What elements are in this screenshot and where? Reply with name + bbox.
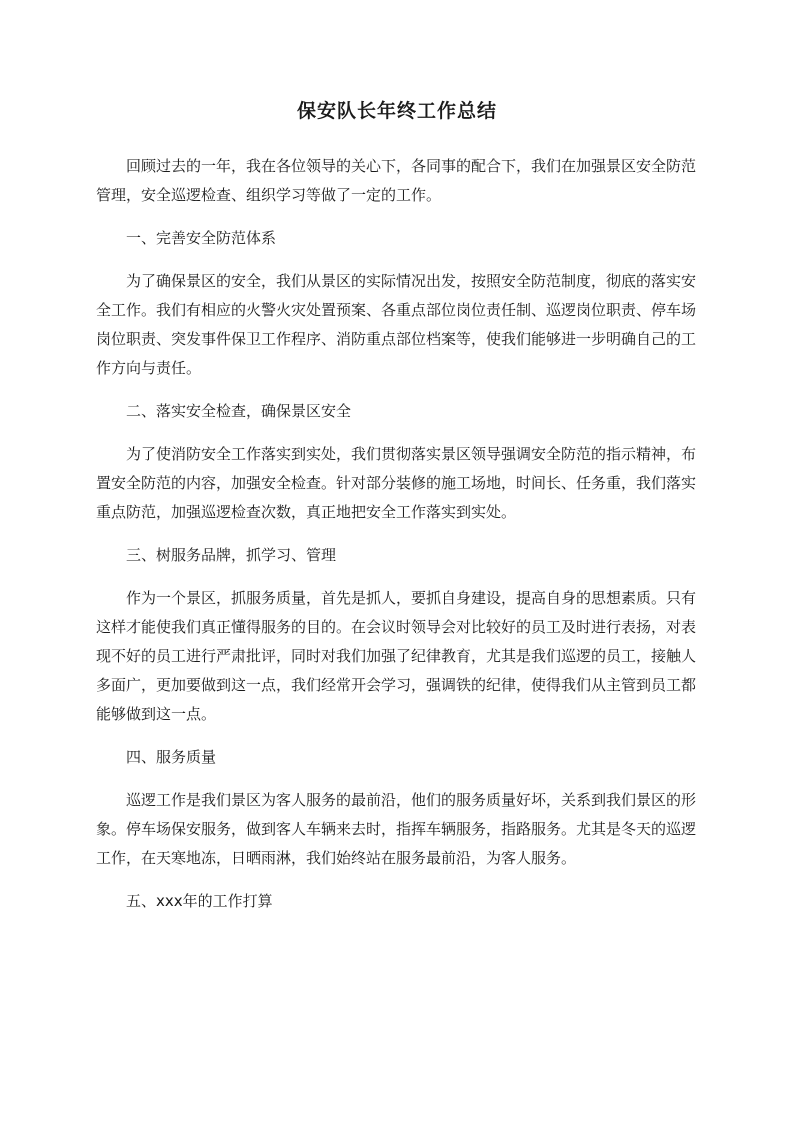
- section-heading-4: 四、服务质量: [126, 748, 217, 766]
- section-paragraph-3: 作为一个景区，抓服务质量，首先是抓人，要抓自身建设，提高自身的思想素质。只有这样才能使我们真正懂得服务的目的。在会议时领导会对比较好的员工及时进行表扬，对表现不好的员工进行严肃批评，同时对我们加强了纪律教育，尤其是我们巡逻的员工，接触人多面广，更加要做到这一点，我们经常开会学习，强调铁的纪律，使得我们从主管到员工都能够做到这一点。: [96, 589, 697, 723]
- document-title: 保安队长年终工作总结: [296, 100, 497, 122]
- section-paragraph-2: 为了使消防安全工作落实到实处，我们贯彻落实景区领导强调安全防范的指示精神，布置安全防范的内容，加强安全检查。针对部分装修的施工场地，时间长、任务重，我们落实重点防范，加强巡逻检查次数，真正地把安全工作落实到实处。: [96, 445, 697, 521]
- section-heading-1: 一、完善安全防范体系: [126, 229, 277, 247]
- document-body: [96, 152, 696, 930]
- section-paragraph-1: 为了确保景区的安全，我们从景区的实际情况出发，按照安全防范制度，彻底的落实安全工作。我们有相应的火警火灾处置预案、各重点部位岗位责任制、巡逻岗位职责、停车场岗位职责、突发事件保卫工作程序、消防重点部位档案等，使我们能够进一步明确自己的工作方向与责任。: [96, 272, 697, 377]
- section-heading-2: 二、落实安全检查，确保景区安全: [126, 402, 352, 420]
- section-heading-3: 三、树服务品牌，抓学习、管理: [126, 546, 337, 564]
- section-paragraph-4: 巡逻工作是我们景区为客人服务的最前沿，他们的服务质量好坏，关系到我们景区的形象。停车场保安服务，做到客人车辆来去时，指挥车辆服务，指路服务。尤其是冬天的巡逻工作，在天寒地冻，日晒雨淋，我们始终站在服务最前沿，为客人服务。: [96, 791, 697, 867]
- intro-paragraph: 回顾过去的一年，我在各位领导的关心下，各同事的配合下，我们在加强景区安全防范管理，安全巡逻检查、组织学习等做了一定的工作。: [96, 157, 697, 204]
- section-heading-5: 五、xxx年的工作打算: [126, 892, 273, 910]
